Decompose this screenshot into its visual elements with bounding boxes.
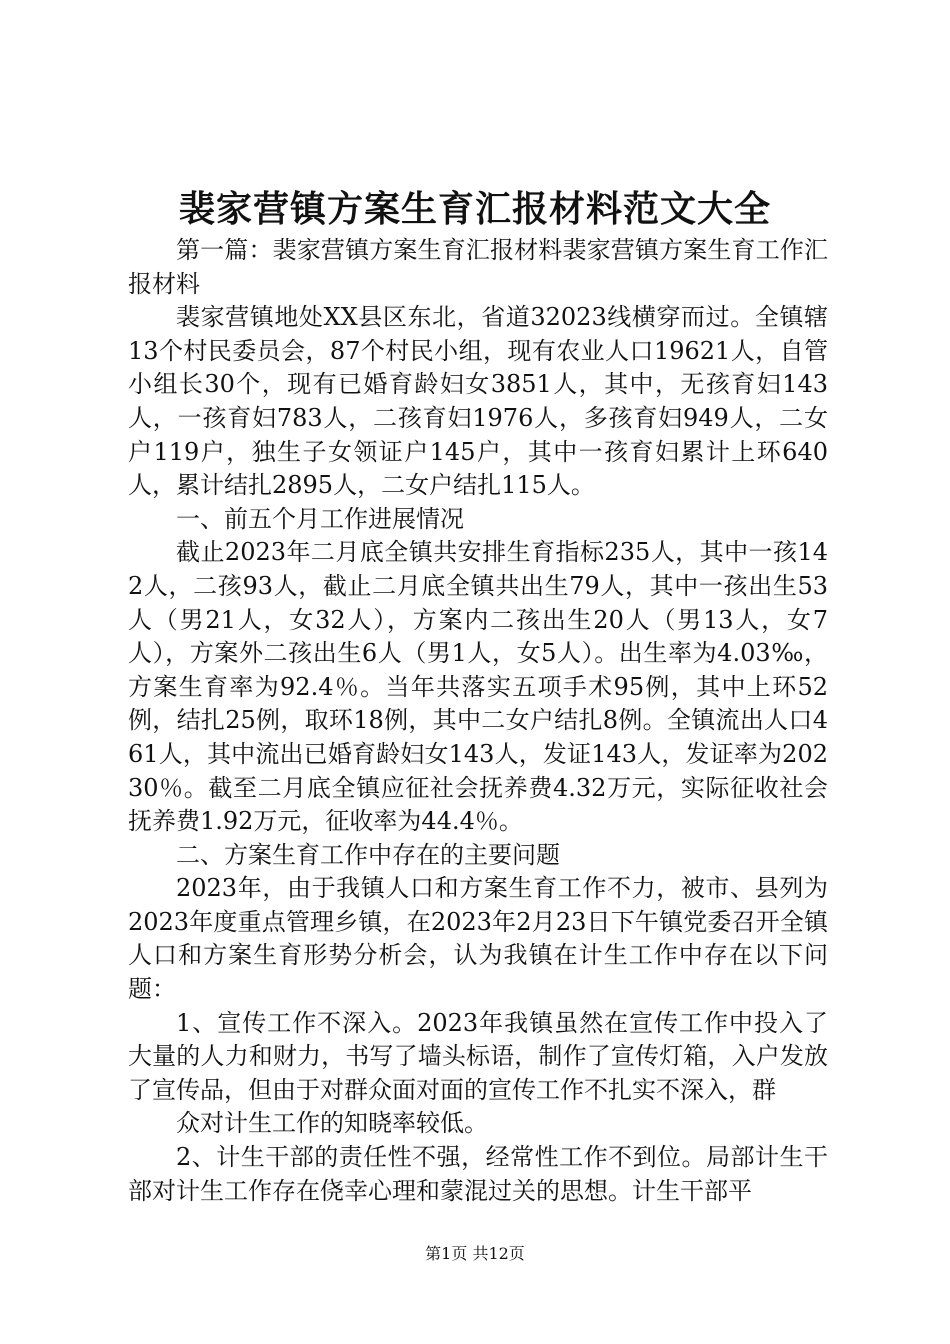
section-heading-problems: 二、方案生育工作中存在的主要问题 — [176, 840, 560, 869]
paragraph-progress: 截止2023年二月底全镇共安排生育指标235人，其中一孩142人，二孩93人，截止二月底全镇共出生79人，其中一孩出生53人（男21人，女32人），方案内二孩出生20人（男13人，女7人），方案外二孩出生6人（男1人，女5人）。出生率为4.03‰，方案生育率为92.4％。当年共落实五项手术95例，其中上环52例，结扎25例，取环18例，其中二女户结扎8例。全镇流出人口461人，其中流出已婚育龄妇女143人，发证143人，发证率为20230％。截至二月底全镇应征社会抚养费4.32万元，实际征收社会抚养费1.92万元，征收率为44.4％。 — [128, 538, 828, 836]
paragraph-problems-intro: 2023年，由于我镇人口和方案生育工作不力，被市、县列为2023年度重点管理乡镇，在2023年2月23日下午镇党委召开全镇人口和方案生育形势分析会，认为我镇在计生工作中存在以下问题： — [128, 874, 828, 1004]
paragraph-overview: 裴家营镇地处XX县区东北，省道32023线横穿而过。全镇辖13个村民委员会，87个村民小组，现有农业人口19621人，自管小组长30个，现有已婚育龄妇女3851人，其中，无孩育妇143人，一孩育妇783人，二孩育妇1976人，多孩育妇949人，二女户119户，独生子女领证户145户，其中一孩育妇累计上环640人，累计结扎2895人，二女户结扎115人。 — [128, 303, 828, 500]
document-title: 裴家营镇方案生育汇报材料范文大全 — [178, 188, 771, 230]
paragraph-problem-1: 1、宣传工作不深入。2023年我镇虽然在宣传工作中投入了大量的人力和财力，书写了墙头标语，制作了宣传灯箱，入户发放了宣传品，但由于对群众面对面的宣传工作不扎实不深入，群 — [128, 1008, 828, 1104]
paragraph-problem-2: 2、计生干部的责任性不强，经常性工作不到位。局部计生干部对计生工作存在侥幸心理和蒙混过关的思想。计生干部平 — [128, 1143, 828, 1205]
page-footer: 第1页 共12页 — [425, 1244, 525, 1263]
paragraph-problem-1-cont: 众对计生工作的知晓率较低。 — [176, 1109, 488, 1138]
section-heading-progress: 一、前五个月工作进展情况 — [176, 504, 464, 533]
paragraph-intro-heading: 第一篇：裴家营镇方案生育汇报材料裴家营镇方案生育工作汇报材料 — [128, 236, 828, 298]
document-body — [128, 234, 828, 1208]
